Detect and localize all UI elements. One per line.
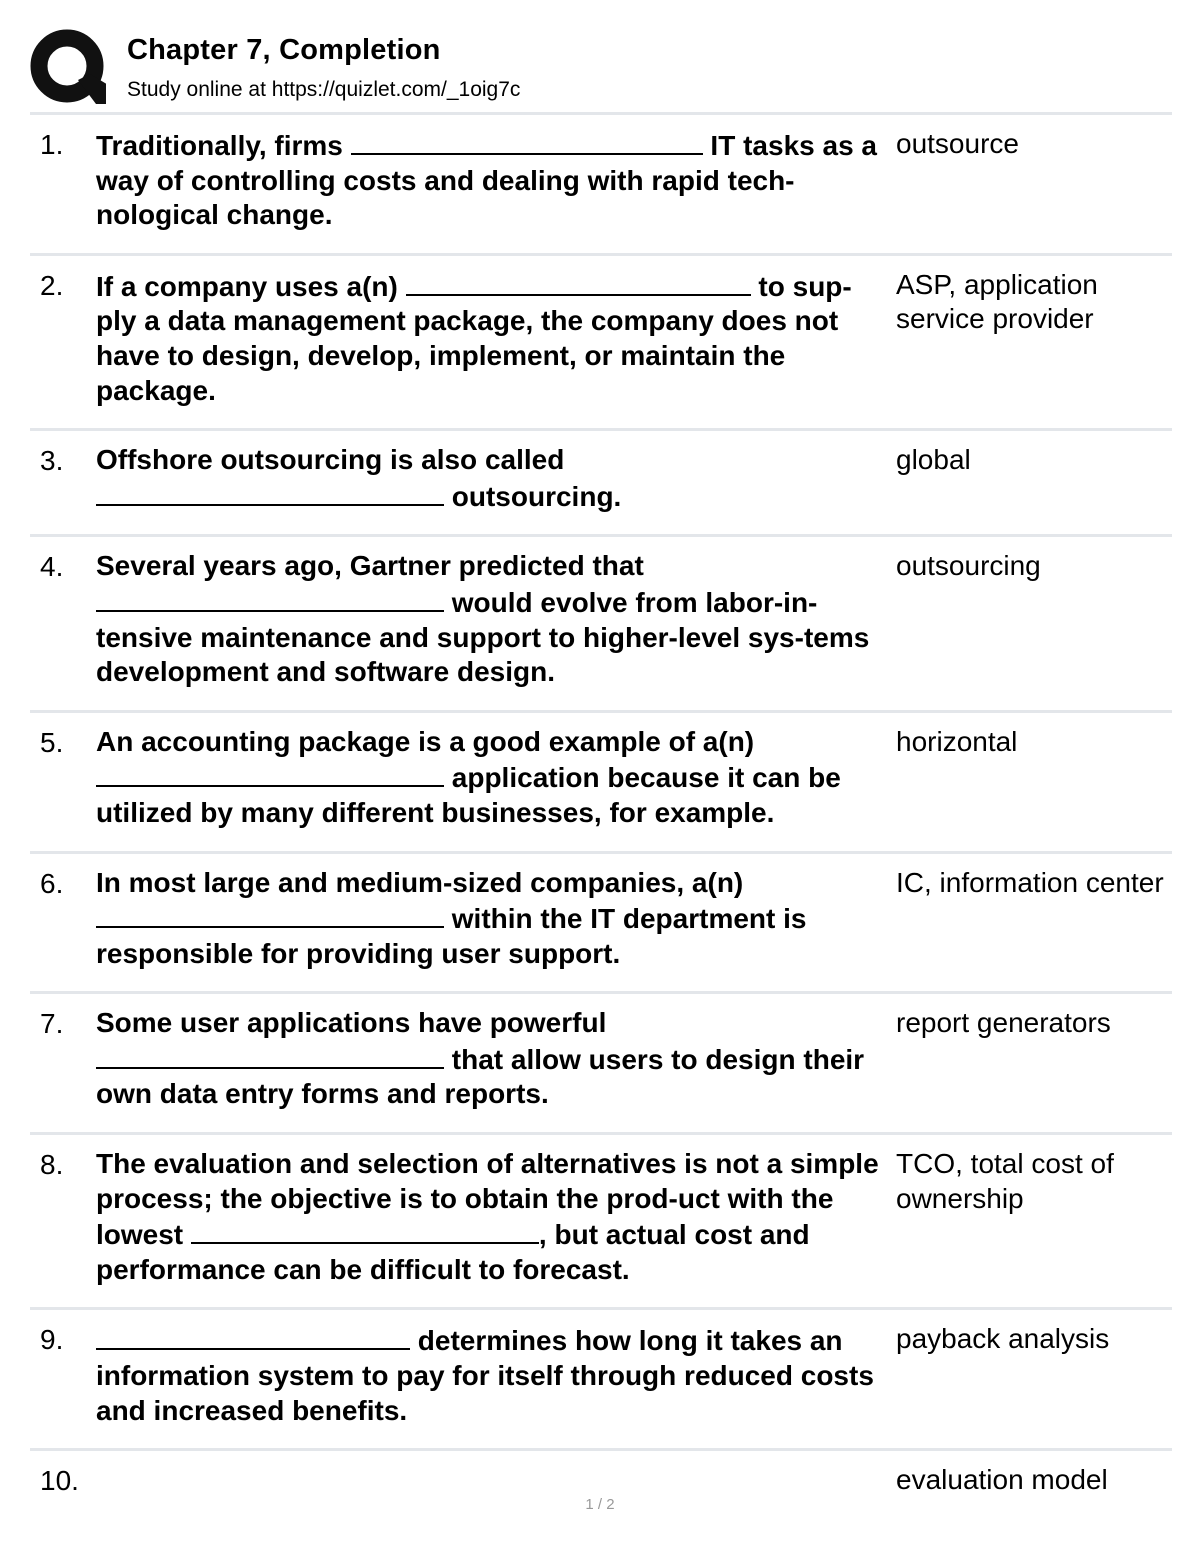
question-number: 7.	[40, 1008, 64, 1040]
answer-blank	[96, 1041, 444, 1069]
question-row	[30, 994, 1172, 1135]
question-text: Some user applications have powerful that allow users to design their own data entry forms and reports.	[96, 1007, 865, 1110]
answer-text: outsourcing	[896, 550, 1041, 582]
question-text: Several years ago, Gartner predicted that would evolve from labor-in-tensive maintenance and support to higher-level sys-tems development and software design.	[96, 550, 870, 688]
question-number: 3.	[40, 445, 64, 477]
question-number: 9.	[40, 1324, 64, 1356]
question-text: If a company uses a(n) to sup-ply a data management package, the company does not have to design, develop, implement, or maintain the package.	[96, 256, 891, 428]
answer-text: payback analysis	[896, 1323, 1110, 1355]
question-row	[30, 537, 1172, 712]
answer-text: TCO, total cost of ownership	[896, 1148, 1114, 1214]
question-number: 1.	[40, 129, 64, 160]
answer-text: horizontal	[896, 725, 1018, 757]
quizlet-logo-icon	[30, 28, 106, 108]
question-number: 8.	[40, 1149, 64, 1181]
page-title: Chapter 7, Completion	[127, 34, 441, 66]
question-row	[30, 115, 1172, 256]
question-text: In most large and medium-sized companies, a(n) within the IT department is responsible for providing user support.	[96, 866, 807, 969]
question-text: The evaluation and selection of alternatives is not a simple process; the objective is to obtain the prod-uct with the lowest , but actual cost and performance can be difficult to forecast.	[96, 1148, 879, 1285]
question-row	[30, 1135, 1172, 1310]
answer-blank	[96, 478, 444, 506]
study-link-text: Study online at https://quizlet.com/_1oig7c	[127, 78, 521, 101]
question-text: determines how long it takes an information system to pay for itself through reduced costs and increased benefits.	[96, 1310, 891, 1448]
answer-text: global	[896, 444, 971, 476]
question-number: 6.	[40, 867, 64, 899]
question-text: Offshore outsourcing is also called outsourcing.	[96, 444, 622, 512]
answer-blank	[96, 1322, 410, 1350]
answer-blank	[96, 759, 444, 787]
question-row	[30, 854, 1172, 995]
answer-blank	[191, 1216, 539, 1244]
answer-text: ASP, application service provider	[896, 268, 1098, 335]
answer-text: report generators	[896, 1007, 1111, 1039]
question-row	[30, 431, 1172, 537]
answer-text: IC, information center	[896, 866, 1164, 898]
question-row	[30, 713, 1172, 854]
answer-text: outsource	[896, 128, 1019, 159]
answer-blank	[406, 268, 751, 296]
question-number: 5.	[40, 726, 64, 758]
page-header	[30, 28, 1172, 112]
question-list	[30, 115, 1172, 1519]
question-text: An accounting package is a good example of a(n) application because it can be utilized by many different businesses, for example.	[96, 725, 841, 828]
question-text: Traditionally, firms IT tasks as a way of controlling costs and dealing with rapid tech-nological change.	[96, 115, 891, 253]
answer-blank	[96, 584, 444, 612]
page-number: 1 / 2	[585, 1496, 615, 1513]
answer-blank	[351, 127, 703, 155]
answer-text: evaluation model	[896, 1464, 1108, 1496]
question-row	[30, 256, 1172, 431]
question-number: 4.	[40, 551, 64, 583]
question-number: 10.	[40, 1465, 79, 1497]
question-number: 2.	[40, 269, 64, 301]
answer-blank	[96, 900, 444, 928]
question-row	[30, 1310, 1172, 1451]
